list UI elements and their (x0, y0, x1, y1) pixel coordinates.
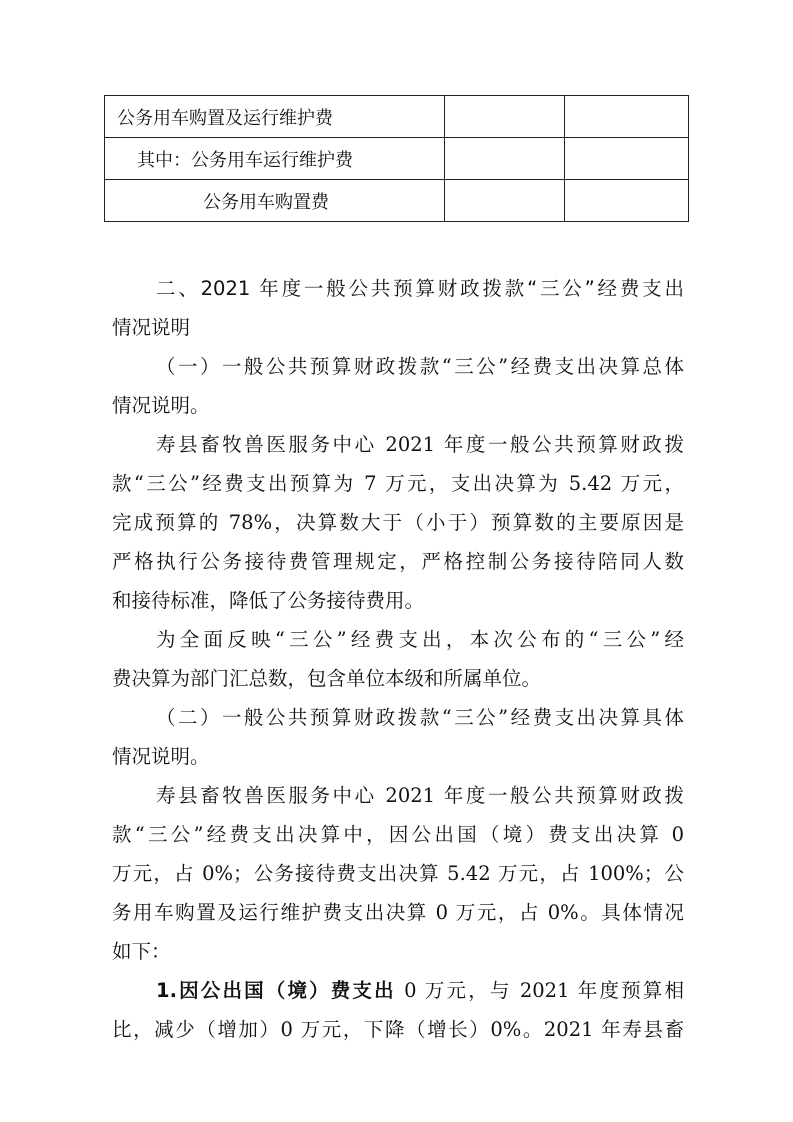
paragraph-line: 款“三公”经费支出决算中，因公出国（境）费支出决算 0 (112, 823, 684, 846)
paragraph-line: 务用车购置及运行维护费支出决算 0 万元，占 0%。具体情况 (112, 901, 684, 924)
section-heading: 二、2021 年度一般公共预算财政拨款“三公”经费支出 (156, 277, 684, 300)
item-heading-line (156, 971, 684, 1010)
table-row (105, 180, 689, 222)
row-label: 其中：公务用车运行维护费 (105, 138, 445, 180)
paragraph-line: 完成预算的 78%，决算数大于（小于）预算数的主要原因是 (112, 511, 684, 534)
subsection-title-cont: 情况说明。 (112, 745, 210, 768)
paragraph-line: 为全面反映“三公”经费支出，本次公布的“三公”经 (156, 628, 684, 651)
paragraph-line: 如下： (112, 940, 171, 963)
item-text: 0 万元，与 2021 年度预算相 (395, 979, 684, 1002)
paragraph-line: 寿县畜牧兽医服务中心 2021 年度一般公共预算财政拨 (156, 784, 684, 807)
table-row (105, 138, 689, 180)
subsection-title-cont: 情况说明。 (112, 394, 210, 417)
row-label: 公务用车购置费 (105, 180, 445, 222)
paragraph-line: 和接待标准，降低了公务接待费用。 (112, 589, 425, 612)
paragraph-line: 费决算为部门汇总数，包含单位本级和所属单位。 (112, 667, 542, 690)
paragraph-line: 比，减少（增加）0 万元，下降（增长）0%。2021 年寿县畜 (112, 1018, 684, 1041)
subsection-title: （一）一般公共预算财政拨款“三公”经费支出决算总体 (156, 355, 684, 378)
expense-table (104, 95, 689, 222)
row-value (445, 96, 565, 138)
row-label: 公务用车购置及运行维护费 (105, 96, 445, 138)
row-value (564, 138, 688, 180)
paragraph-line: 万元，占 0%；公务接待费支出决算 5.42 万元，占 100%；公 (112, 862, 684, 885)
row-value (445, 138, 565, 180)
paragraph-line: 严格执行公务接待费管理规定，严格控制公务接待陪同人数 (112, 550, 684, 573)
item-heading: 1.因公出国（境）费支出 (156, 979, 396, 1002)
section-heading-cont: 情况说明 (112, 316, 191, 339)
row-value (564, 180, 688, 222)
row-value (564, 96, 688, 138)
subsection-title: （二）一般公共预算财政拨款“三公”经费支出决算具体 (156, 706, 684, 729)
paragraph-line: 款“三公”经费支出预算为 7 万元，支出决算为 5.42 万元， (112, 472, 684, 495)
paragraph-line: 寿县畜牧兽医服务中心 2021 年度一般公共预算财政拨 (156, 433, 684, 456)
row-value (445, 180, 565, 222)
table-row (105, 96, 689, 138)
